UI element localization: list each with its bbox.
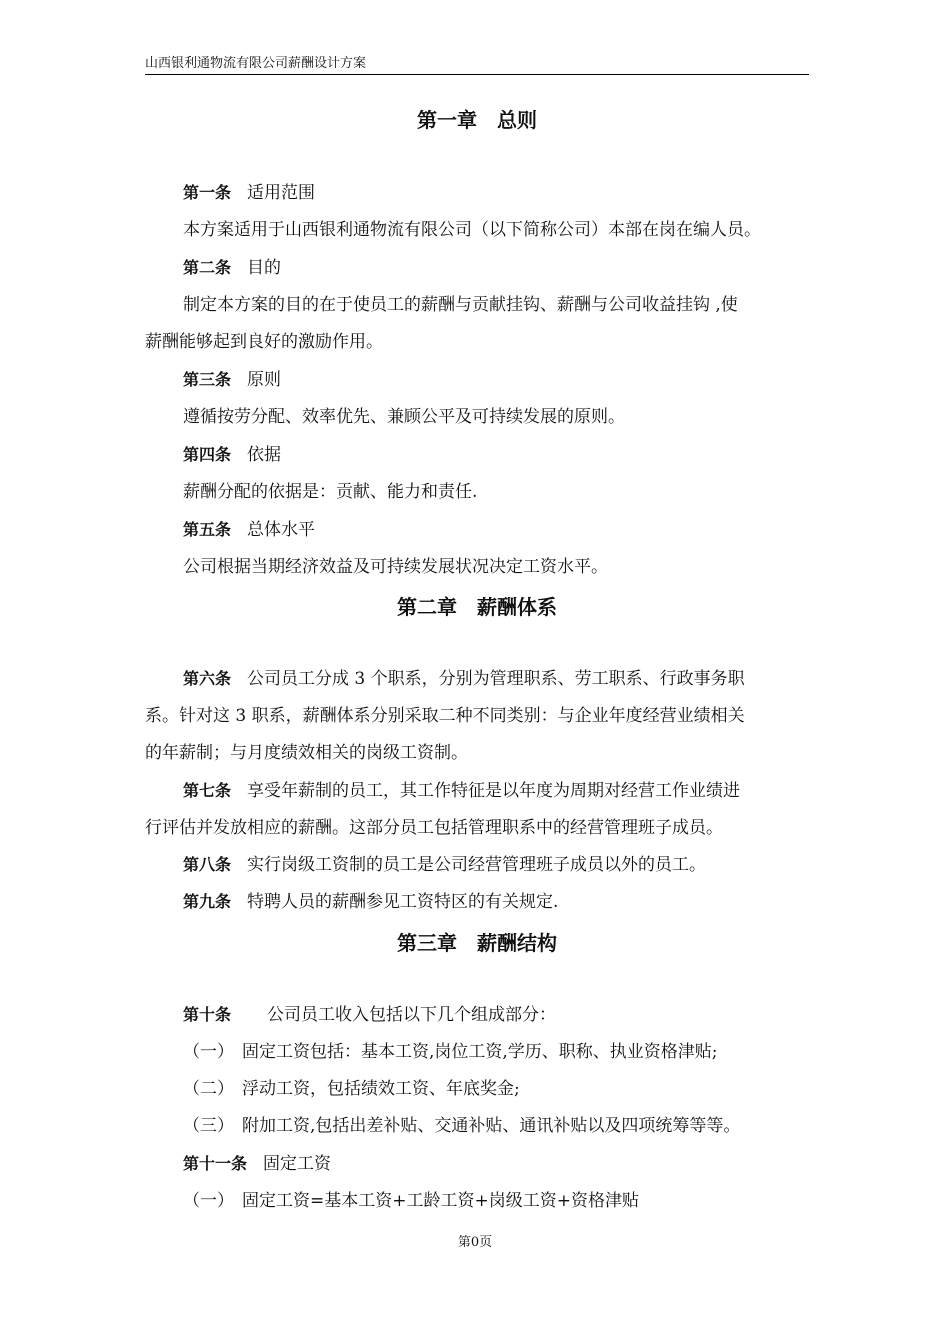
paragraph: 遵循按劳分配、效率优先、兼顾公平及可持续发展的原则。 bbox=[183, 407, 625, 427]
article-number: 第十条 bbox=[183, 1005, 232, 1024]
article-1 bbox=[183, 181, 847, 205]
header-title: 山西银利通物流有限公司薪酬设计方案 bbox=[145, 56, 367, 71]
list-item-label: （三） bbox=[183, 1116, 234, 1136]
article-number: 第一条 bbox=[183, 183, 232, 202]
paragraph: 制定本方案的目的在于使员工的薪酬与贡献挂钩、薪酬与公司收益挂钩 ,使 bbox=[183, 295, 738, 315]
list-item bbox=[183, 1189, 847, 1213]
paragraph: 薪酬分配的依据是：贡献、能力和责任. bbox=[183, 482, 478, 502]
article-title: 总体水平 bbox=[247, 520, 316, 540]
paragraph: 系。针对这 3 职系，薪酬体系分别采取二种不同类别：与企业年度经营业绩相关 bbox=[145, 706, 745, 726]
article-11 bbox=[183, 1152, 847, 1176]
article-text: 特聘人员的薪酬参见工资特区的有关规定. bbox=[247, 892, 559, 912]
list-item-label: （二） bbox=[183, 1079, 234, 1099]
article-title: 适用范围 bbox=[247, 183, 316, 203]
list-item-label: （一） bbox=[183, 1191, 234, 1211]
chapter-1-title: 第一章 总则 bbox=[417, 108, 537, 132]
article-title: 依据 bbox=[247, 445, 282, 465]
paragraph: 的年薪制；与月度绩效相关的岗级工资制。 bbox=[145, 743, 468, 763]
list-item-label: （一） bbox=[183, 1042, 234, 1062]
paragraph: 行评估并发放相应的薪酬。这部分员工包括管理职系中的经营管理班子成员。 bbox=[145, 818, 723, 838]
list-item bbox=[183, 1077, 847, 1101]
article-9 bbox=[183, 890, 847, 914]
page-number: 第0页 bbox=[457, 1235, 493, 1250]
article-number: 第二条 bbox=[183, 258, 232, 277]
article-number: 第八条 bbox=[183, 855, 232, 874]
article-text: 公司员工收入包括以下几个组成部分： bbox=[267, 1005, 557, 1025]
list-item bbox=[183, 1114, 847, 1138]
running-header bbox=[145, 55, 809, 75]
article-number: 第七条 bbox=[183, 781, 232, 800]
article-number: 第四条 bbox=[183, 445, 232, 464]
article-number: 第五条 bbox=[183, 520, 232, 539]
article-2 bbox=[183, 256, 847, 280]
paragraph: 公司根据当期经济效益及可持续发展状况决定工资水平。 bbox=[183, 557, 608, 577]
article-8 bbox=[183, 853, 847, 877]
list-item-text: 固定工资包括：基本工资,岗位工资,学历、职称、执业资格津贴; bbox=[242, 1042, 718, 1062]
article-text: 享受年薪制的员工，其工作特征是以年度为周期对经营工作业绩进 bbox=[247, 781, 741, 801]
paragraph: 本方案适用于山西银利通物流有限公司（以下简称公司）本部在岗在编人员。 bbox=[183, 220, 761, 240]
article-title: 固定工资 bbox=[263, 1154, 332, 1174]
article-6 bbox=[183, 667, 847, 691]
article-10 bbox=[183, 1003, 847, 1027]
article-number: 第九条 bbox=[183, 892, 232, 911]
article-text: 公司员工分成 3 个职系，分别为管理职系、劳工职系、行政事务职 bbox=[247, 669, 745, 689]
paragraph: 薪酬能够起到良好的激励作用。 bbox=[145, 332, 383, 352]
list-item-text: 附加工资,包括出差补贴、交通补贴、通讯补贴以及四项统筹等等。 bbox=[242, 1116, 741, 1136]
article-title: 原则 bbox=[247, 370, 282, 390]
article-title: 目的 bbox=[247, 258, 282, 278]
article-number: 第六条 bbox=[183, 669, 232, 688]
article-number: 第三条 bbox=[183, 370, 232, 389]
article-5 bbox=[183, 518, 847, 542]
list-item bbox=[183, 1040, 847, 1064]
article-7 bbox=[183, 779, 847, 803]
list-item-text: 浮动工资，包括绩效工资、年底奖金; bbox=[242, 1079, 520, 1099]
list-item-text: 固定工资=基本工资+工龄工资+岗级工资+资格津贴 bbox=[242, 1191, 639, 1211]
chapter-3-title: 第三章 薪酬结构 bbox=[397, 931, 557, 955]
article-4 bbox=[183, 443, 847, 467]
article-3 bbox=[183, 368, 847, 392]
article-number: 第十一条 bbox=[183, 1154, 248, 1173]
chapter-2-title: 第二章 薪酬体系 bbox=[397, 595, 557, 619]
article-text: 实行岗级工资制的员工是公司经营管理班子成员以外的员工。 bbox=[247, 855, 707, 875]
